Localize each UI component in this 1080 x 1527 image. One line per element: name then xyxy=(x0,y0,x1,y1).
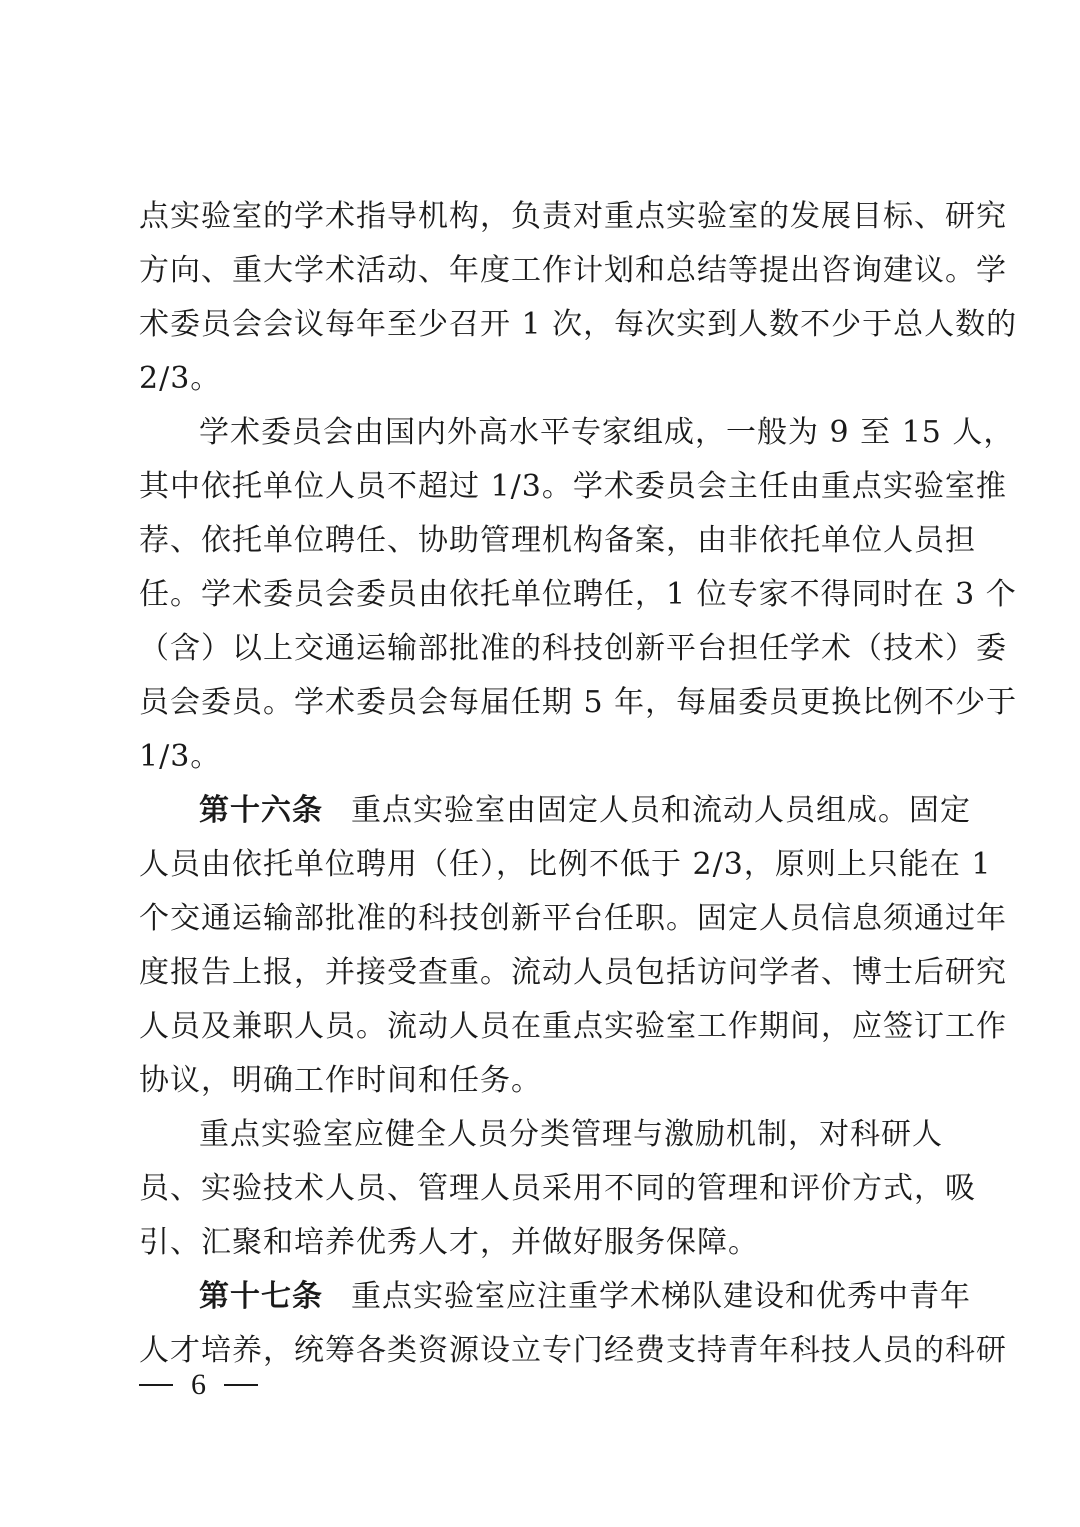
text-line: 学术委员会由国内外高水平专家组成，一般为 9 至 15 人， xyxy=(199,415,1015,450)
text-line: 荐、依托单位聘任、协助管理机构备案，由非依托单位人员担 xyxy=(139,523,976,558)
text-line: 员、实验技术人员、管理人员采用不同的管理和评价方式，吸 xyxy=(139,1171,976,1206)
text-line: 方向、重大学术活动、年度工作计划和总结等提出咨询建议。学 xyxy=(139,253,1007,288)
text-line: 重点实验室应健全人员分类管理与激励机制，对科研人 xyxy=(199,1117,943,1152)
text-line: 度报告上报，并接受查重。流动人员包括访问学者、博士后研究 xyxy=(139,955,1007,990)
article-heading: 第十七条 xyxy=(199,1279,323,1314)
text-line: （含）以上交通运输部批准的科技创新平台担任学术（技术）委 xyxy=(139,631,1007,666)
paragraph-academic-committee-composition xyxy=(139,406,1018,784)
footer-dash-left xyxy=(139,1384,173,1386)
text-line: 点实验室的学术指导机构，负责对重点实验室的发展目标、研究 xyxy=(139,199,1007,234)
text-line xyxy=(139,1270,971,1324)
text-line: 人员及兼职人员。流动人员在重点实验室工作期间，应签订工作 xyxy=(139,1009,1007,1044)
text-line: 其中依托单位人员不超过 1/3。学术委员会主任由重点实验室推 xyxy=(139,469,1007,504)
paragraph-article-17 xyxy=(139,1270,1007,1378)
text-line: 1/3。 xyxy=(139,739,222,774)
text-line: 术委员会会议每年至少召开 1 次，每次实到人数不少于总人数的 xyxy=(139,307,1018,342)
article-text: 重点实验室应注重学术梯队建设和优秀中青年 xyxy=(351,1279,971,1314)
text-line: 任。学术委员会委员由依托单位聘任，1 位专家不得同时在 3 个 xyxy=(139,577,1017,612)
page-number: 6 xyxy=(191,1368,206,1401)
text-line: 2/3。 xyxy=(139,361,222,396)
article-text: 重点实验室由固定人员和流动人员组成。固定 xyxy=(351,793,971,828)
text-line xyxy=(139,784,971,838)
paragraph-personnel-management xyxy=(139,1108,976,1270)
page-footer xyxy=(139,1368,258,1402)
paragraph-academic-committee-role xyxy=(139,190,1018,406)
article-heading: 第十六条 xyxy=(199,793,323,828)
text-line: 协议，明确工作时间和任务。 xyxy=(139,1063,542,1098)
text-line: 个交通运输部批准的科技创新平台任职。固定人员信息须通过年 xyxy=(139,901,1007,936)
footer-dash-right xyxy=(224,1384,258,1386)
text-line: 引、汇聚和培养优秀人才，并做好服务保障。 xyxy=(139,1225,759,1260)
text-line: 员会委员。学术委员会每届任期 5 年，每届委员更换比例不少于 xyxy=(139,685,1018,720)
text-line: 人员由依托单位聘用（任），比例不低于 2/3，原则上只能在 1 xyxy=(139,847,992,882)
text-line: 人才培养，统筹各类资源设立专门经费支持青年科技人员的科研 xyxy=(139,1333,1007,1368)
paragraph-article-16 xyxy=(139,784,1007,1108)
document-body xyxy=(139,190,1018,1378)
